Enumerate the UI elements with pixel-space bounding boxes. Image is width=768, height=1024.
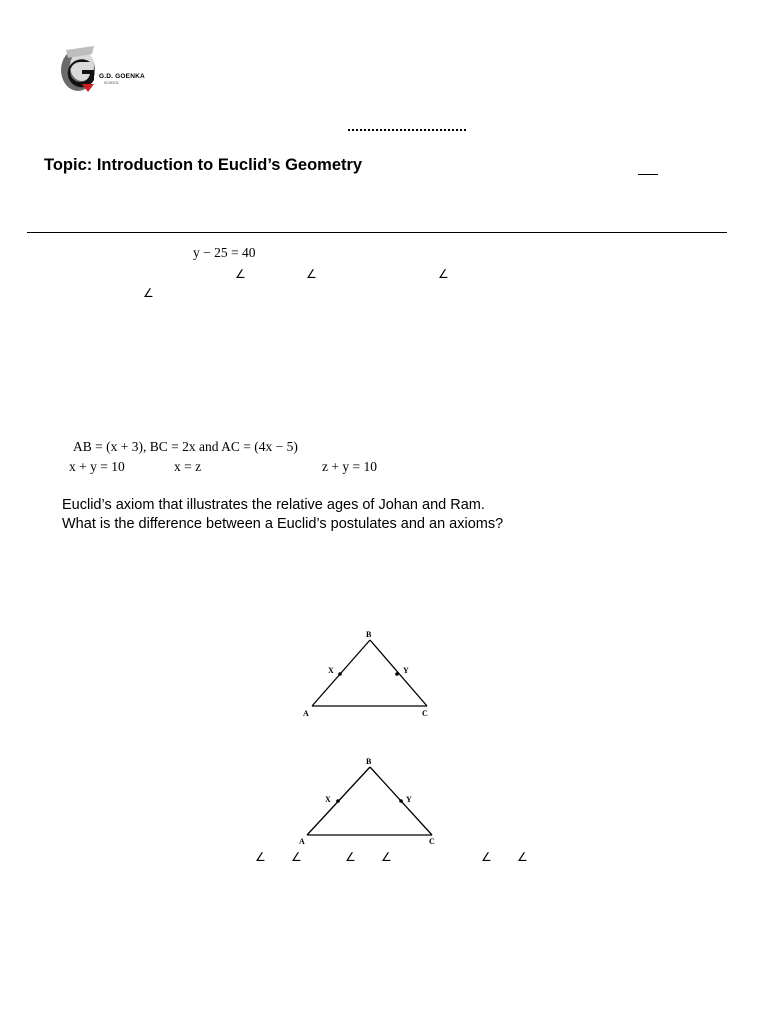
angle-symbol: ∠	[291, 850, 302, 864]
equation-sides: AB = (x + 3), BC = 2x and AC = (4x − 5)	[73, 439, 298, 454]
equation-z-plus-y: z + y = 10	[322, 459, 377, 474]
angle-symbol: ∠	[481, 850, 492, 864]
label-c: C	[429, 837, 435, 846]
logo-subtext: SCHOOL	[104, 81, 119, 85]
horizontal-rule	[27, 232, 727, 233]
dotted-line	[348, 129, 466, 131]
point-x	[336, 799, 340, 803]
label-b: B	[366, 757, 372, 766]
label-y: Y	[406, 795, 412, 804]
angle-symbol: ∠	[381, 850, 392, 864]
label-a: A	[303, 709, 309, 718]
point-y	[399, 799, 403, 803]
topic-title: Topic: Introduction to Euclid’s Geometry	[44, 156, 363, 174]
equation-y-minus-25: y − 25 = 40	[193, 245, 256, 260]
side-bc	[370, 640, 427, 706]
marks-line	[638, 174, 658, 175]
angle-symbol: ∠	[345, 850, 356, 864]
label-x: X	[325, 795, 331, 804]
label-a: A	[299, 837, 305, 846]
label-y: Y	[403, 666, 409, 675]
question-axiom-ages: Euclid’s axiom that illustrates the relative ages of Johan and Ram.	[62, 497, 485, 513]
school-logo	[58, 44, 148, 96]
logo-text: G.D. GOENKA	[99, 73, 145, 80]
angle-symbol: ∠	[438, 267, 449, 281]
label-x: X	[328, 666, 334, 675]
label-c: C	[422, 709, 428, 718]
equation-x-equals-z: x = z	[174, 459, 202, 474]
angle-symbol: ∠	[235, 267, 246, 281]
question-postulates-axioms: What is the difference between a Euclid’s postulates and an axioms?	[62, 516, 504, 532]
angle-symbol: ∠	[517, 850, 528, 864]
point-y	[395, 672, 399, 676]
angle-symbol: ∠	[306, 267, 317, 281]
label-b: B	[366, 630, 372, 639]
triangle-diagram-2	[295, 752, 445, 847]
angle-symbol: ∠	[143, 286, 154, 300]
angle-symbol: ∠	[255, 850, 266, 864]
triangle-diagram-1	[300, 625, 440, 720]
point-x	[338, 672, 342, 676]
equation-x-plus-y: x + y = 10	[69, 459, 125, 474]
